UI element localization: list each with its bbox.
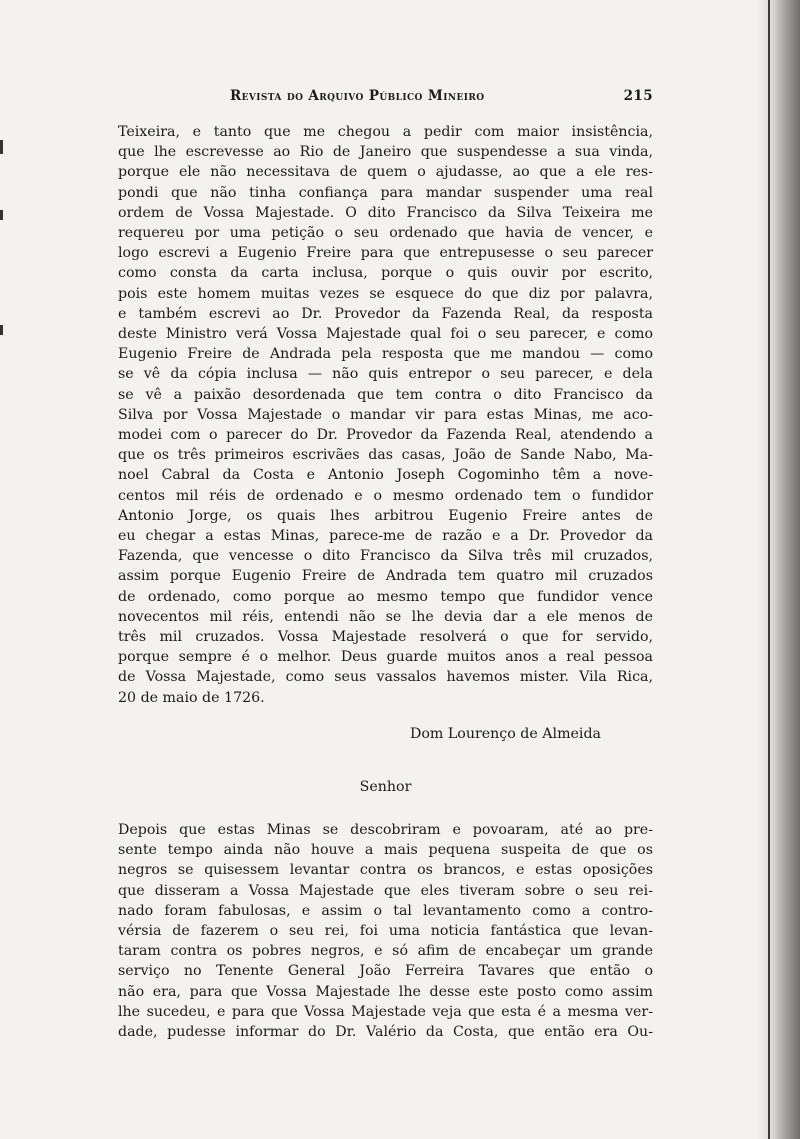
text-line: serviço no Tenente General João Ferreira Tavares que então o (118, 963, 653, 980)
journal-title: Revista do Arquivo Público Mineiro (230, 88, 485, 104)
letter-body-2 (118, 820, 653, 1042)
signature: Dom Lourenço de Almeida (410, 725, 601, 742)
text-line: ordem de Vossa Majestade. O dito Francisco da Silva Teixeira me (118, 204, 653, 221)
text-line: Fazenda, que vencesse o dito Francisco da Silva três mil cruzados, (118, 548, 653, 565)
text-line: porque sempre é o melhor. Deus guarde muitos anos a real pessoa (118, 649, 653, 666)
text-line: Eugenio Freire de Andrada pela resposta que me mandou — como (118, 346, 653, 363)
text-line: vérsia de fazerem o seu rei, foi uma noticia fantástica que levan- (118, 922, 653, 939)
text-line: assim porque Eugenio Freire de Andrada tem quatro mil cruzados (118, 568, 653, 585)
left-margin-mark (0, 140, 3, 154)
text-line: que lhe escrevesse ao Rio de Janeiro que suspendesse a sua vinda, (118, 144, 653, 161)
text-line: três mil cruzados. Vossa Majestade resolverá o que for servido, (118, 629, 653, 646)
text-line: deste Ministro verá Vossa Majestade qual foi o seu parecer, e como (118, 326, 653, 343)
left-margin-mark (0, 210, 3, 220)
text-line: e também escrevi ao Dr. Provedor da Fazenda Real, da resposta (118, 305, 653, 322)
text-line: novecentos mil réis, entendi não se lhe devia dar a ele menos de (118, 608, 653, 625)
text-line: pois este homem muitas vezes se esquece do que diz por palavra, (118, 285, 653, 302)
text-line: dade, pudesse informar do Dr. Valério da Costa, que então era Ou- (118, 1023, 653, 1040)
text-line: requereu por uma petição o seu ordenado que havia de vencer, e (118, 225, 653, 242)
text-line: Depois que estas Minas se descobriram e povoaram, até ao pre- (118, 821, 653, 838)
letter-body-1 (118, 122, 653, 708)
text-line: eu chegar a estas Minas, parece-me de razão e a Dr. Provedor da (118, 528, 653, 545)
salutation: Senhor (359, 778, 412, 795)
text-line: modei com o parecer do Dr. Provedor da Fazenda Real, atendendo a (118, 427, 653, 444)
document-page (118, 88, 653, 1042)
text-line: negros se quisessem levantar contra os brancos, e estas oposições (118, 862, 653, 879)
text-line: taram contra os pobres negros, e só afim de encabeçar um grande (118, 943, 653, 960)
text-line: se vê a paixão desordenada que tem contra o dito Francisco da (118, 386, 653, 403)
page-number: 215 (623, 88, 653, 104)
text-line: que disseram a Vossa Majestade que eles tiveram sobre o seu rei- (118, 882, 653, 899)
text-line: Silva por Vossa Majestade o mandar vir para estas Minas, me aco- (118, 406, 653, 423)
text-line: não era, para que Vossa Majestade lhe desse este posto como assim (118, 983, 653, 1000)
text-line: logo escrevi a Eugenio Freire para que entrepusesse o seu parecer (118, 245, 653, 262)
text-line: como consta da carta inclusa, porque o quis ouvir por escrito, (118, 265, 653, 282)
text-line: se vê da cópia inclusa — não quis entrepor o seu parecer, e dela (118, 366, 653, 383)
text-line: porque ele não necessitava de quem o ajudasse, ao que a ele res- (118, 164, 653, 181)
text-line: lhe sucedeu, e para que Vossa Majestade veja que esta é a mesma ver- (118, 1003, 653, 1020)
left-margin-mark (0, 325, 3, 335)
text-line: Antonio Jorge, os quais lhes arbitrou Eugenio Freire antes de (118, 507, 653, 524)
text-line: nado foram fabulosas, e assim o tal levantamento como a contro- (118, 902, 653, 919)
text-line: de Vossa Majestade, como seus vassalos havemos mister. Vila Rica, (118, 669, 653, 686)
text-line: 20 de maio de 1726. (118, 689, 265, 706)
text-line: centos mil réis de ordenado e o mesmo ordenado tem o fundidor (118, 487, 653, 504)
text-line: de ordenado, como porque ao mesmo tempo que fundidor vence (118, 588, 653, 605)
text-line: Teixeira, e tanto que me chegou a pedir com maior insistência, (118, 124, 653, 140)
text-line: pondi que não tinha confiança para mandar suspender uma real (118, 184, 653, 201)
text-line: noel Cabral da Costa e Antonio Joseph Cogominho têm a nove- (118, 467, 653, 484)
page-binding-shadow (758, 0, 800, 1139)
running-head (230, 88, 653, 104)
text-line: que os três primeiros escrivães das casas, João de Sande Nabo, Ma- (118, 447, 653, 464)
page-binding-edge (768, 0, 770, 1139)
text-line: sente tempo ainda não houve a mais pequena suspeita de que os (118, 842, 653, 859)
